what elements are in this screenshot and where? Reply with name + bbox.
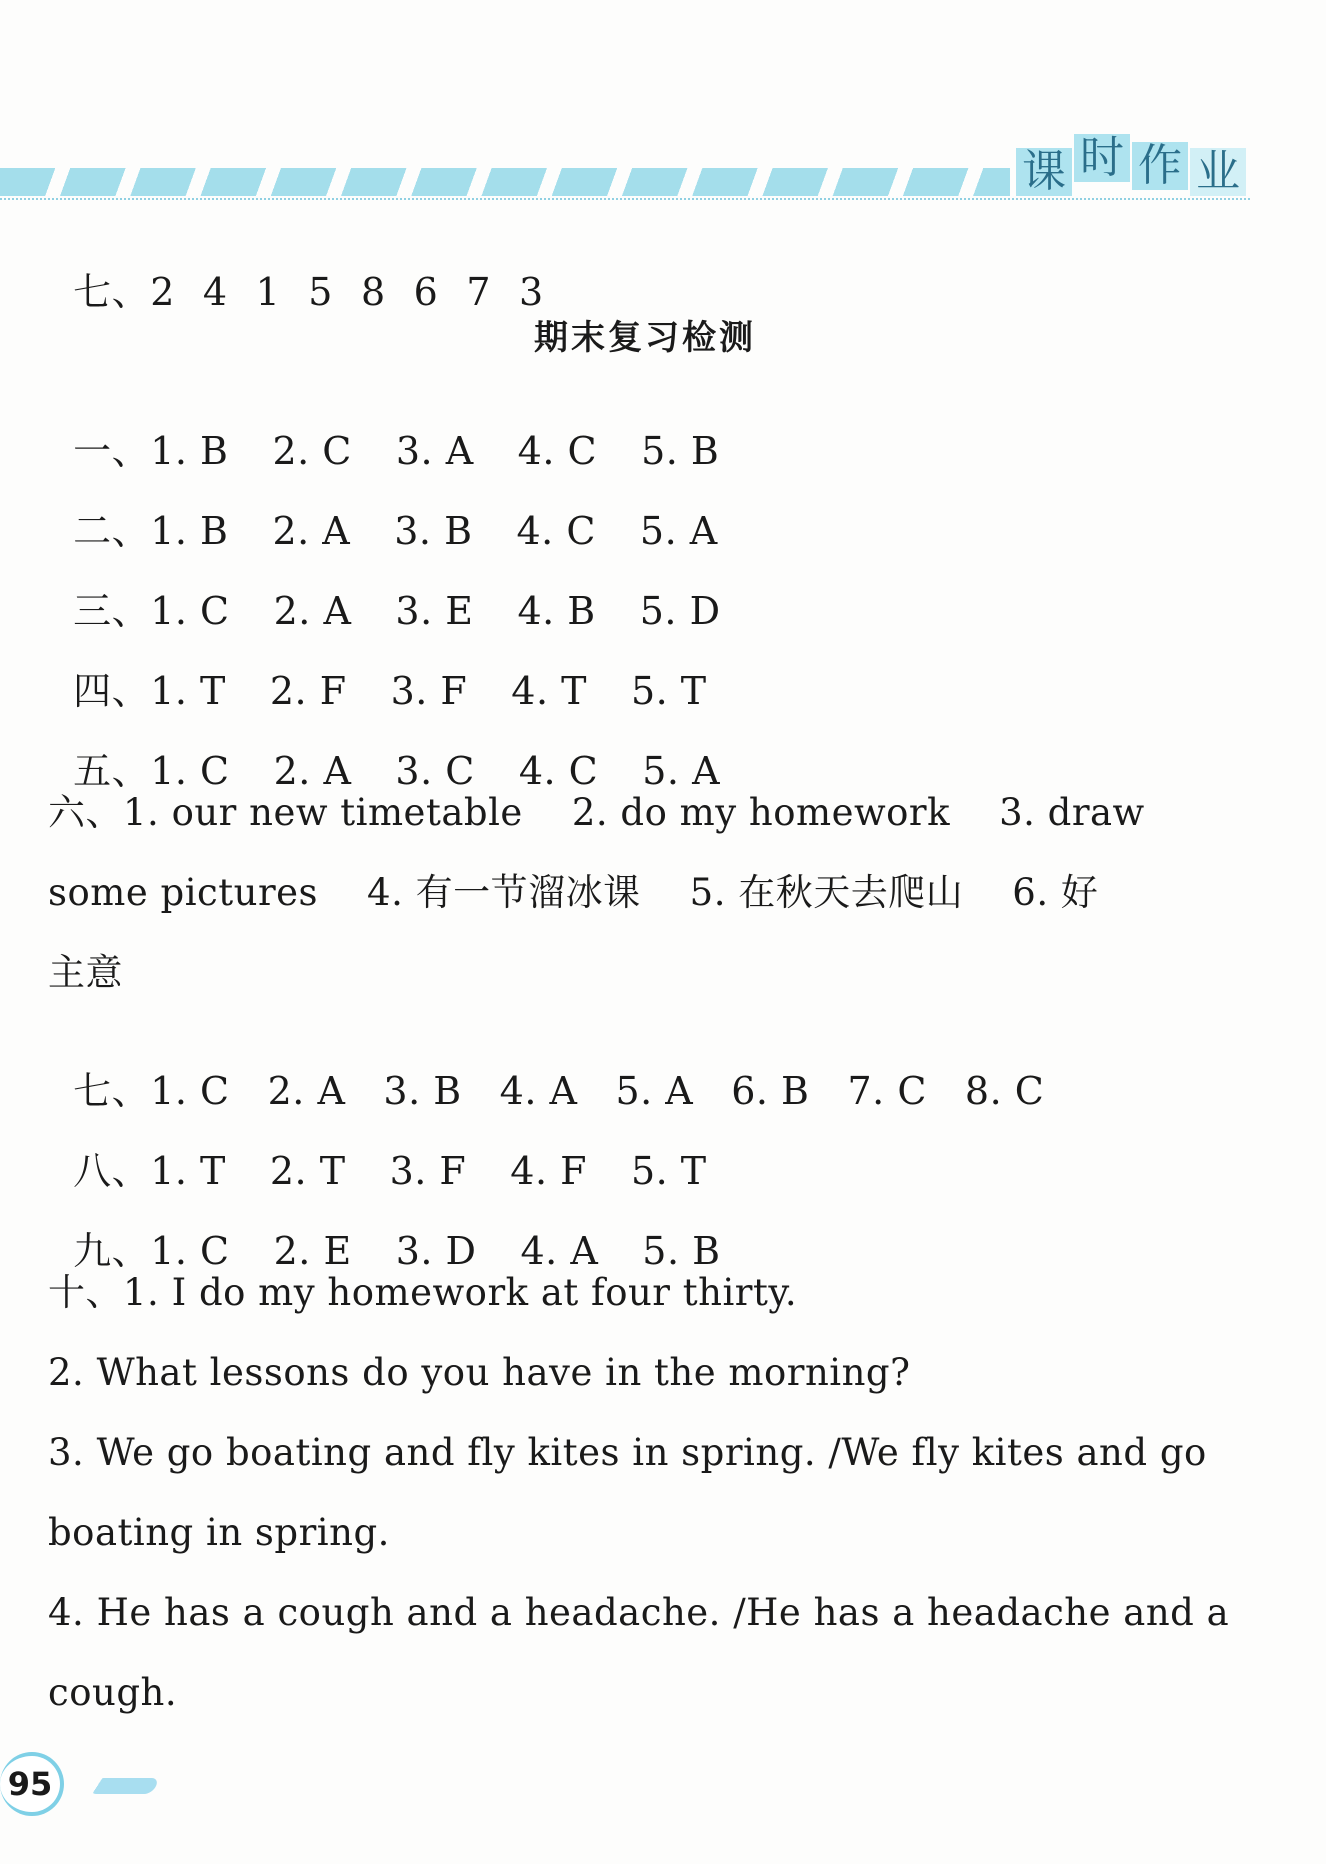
- answer: 2. A: [272, 509, 351, 553]
- answer: 2. E: [273, 1229, 352, 1273]
- answer: 1. C: [150, 749, 230, 793]
- answer-ten-line-1: 十、1. I do my homework at four thirty.: [48, 1271, 798, 1314]
- answer: 5. T: [630, 1149, 707, 1193]
- brand-char-4: 业: [1190, 148, 1246, 196]
- answer: 1. B: [150, 429, 229, 473]
- answer: 3. E: [395, 589, 474, 633]
- row-label: 五、: [73, 749, 151, 793]
- answer-ten-line-5: 4. He has a cough and a headache. /He has a headache and a: [48, 1591, 1230, 1634]
- answer: 1. C: [150, 1229, 230, 1273]
- answer: 3. D: [395, 1229, 477, 1273]
- answer: 1. B: [150, 509, 229, 553]
- answer: 5. B: [641, 429, 720, 473]
- row-label: 九、: [73, 1229, 151, 1273]
- answer: 6. B: [731, 1069, 810, 1113]
- answer-row-7: [48, 1034, 1045, 1113]
- answer-six-line-1: 六、1. our new timetable 2. do my homework 3. draw: [48, 791, 1145, 834]
- answer: 2. F: [269, 669, 347, 713]
- prev-value: 5: [308, 270, 333, 314]
- answer: 3. F: [389, 1149, 467, 1193]
- answer: 3. B: [383, 1069, 462, 1113]
- prev-label: 七、: [73, 270, 151, 314]
- answer: 2. T: [269, 1149, 346, 1193]
- answer-ten-line-4: boating in spring.: [48, 1511, 390, 1554]
- answer-six-line-2: some pictures 4. 有一节溜冰课 5. 在秋天去爬山 6. 好: [48, 871, 1099, 914]
- row-label: 八、: [73, 1149, 151, 1193]
- answer-six-line-3: 主意: [48, 951, 123, 994]
- prev-value: 6: [413, 270, 439, 314]
- answer: 2. C: [272, 429, 352, 473]
- answer-row-9: [48, 1194, 765, 1273]
- answer: 1. C: [150, 589, 230, 633]
- prev-value: 1: [255, 270, 281, 314]
- row-label: 三、: [73, 589, 151, 633]
- prev-value: 4: [202, 270, 228, 314]
- answer: 2. A: [267, 1069, 346, 1113]
- answer: 1. C: [150, 1069, 230, 1113]
- answer-ten-line-3: 3. We go boating and fly kites in spring. /We fly kites and go: [48, 1431, 1207, 1474]
- prev-value: 2: [150, 270, 175, 314]
- header-brand: [1014, 126, 1246, 196]
- prev-value: 7: [466, 270, 491, 314]
- answer: 1. T: [150, 1149, 226, 1193]
- answer: 4. A: [499, 1069, 578, 1113]
- answer-row-8: [48, 1114, 751, 1193]
- answer: 4. C: [517, 429, 598, 473]
- answer: 5. A: [642, 749, 721, 793]
- answer: 3. F: [390, 669, 468, 713]
- page-number: 95: [7, 1765, 53, 1803]
- answer: 4. A: [520, 1229, 599, 1273]
- header-dotted-rule: [0, 198, 1250, 200]
- row-label: 二、: [73, 509, 151, 553]
- answer-row-4: [48, 634, 751, 713]
- answer: 4. F: [510, 1149, 587, 1193]
- answer-row-2: [48, 474, 762, 553]
- answer: 3. C: [395, 749, 475, 793]
- page-number-badge: [0, 1752, 64, 1816]
- answer: 5. A: [615, 1069, 694, 1113]
- answer-ten-line-6: cough.: [48, 1671, 178, 1714]
- answer: 3. A: [395, 429, 474, 473]
- row-label: 四、: [73, 669, 151, 713]
- page-swoosh-decoration: [88, 1778, 159, 1794]
- answer-row-5: [48, 714, 764, 793]
- answer: 4. C: [518, 749, 599, 793]
- answer: 4. C: [516, 509, 596, 553]
- prev-value: 8: [360, 270, 386, 314]
- answer: 5. D: [639, 589, 721, 633]
- answer: 4. B: [517, 589, 596, 633]
- answer-row-3: [48, 554, 765, 633]
- answer: 1. T: [150, 669, 226, 713]
- answer: 5. A: [639, 509, 718, 553]
- brand-char-1: 课: [1016, 148, 1072, 196]
- answer-row-1: [48, 394, 763, 473]
- answer: 5. T: [630, 669, 707, 713]
- answer-ten-line-2: 2. What lessons do you have in the morning?: [48, 1351, 911, 1394]
- answer: 2. A: [273, 589, 352, 633]
- answer: 5. B: [642, 1229, 721, 1273]
- answer: 4. T: [511, 669, 587, 713]
- answer: 8. C: [964, 1069, 1045, 1113]
- section-title: 期末复习检测: [534, 318, 756, 358]
- prev-answer-line: [48, 235, 572, 314]
- brand-char-3: 作: [1132, 142, 1188, 190]
- answer: 7. C: [847, 1069, 927, 1113]
- row-label: 一、: [73, 429, 151, 473]
- header-stripe-decoration: [0, 168, 1010, 196]
- prev-value: 3: [519, 270, 544, 314]
- brand-char-2: 时: [1074, 134, 1130, 182]
- answer: 3. B: [394, 509, 473, 553]
- answer: 2. A: [273, 749, 352, 793]
- row-label: 七、: [73, 1069, 151, 1113]
